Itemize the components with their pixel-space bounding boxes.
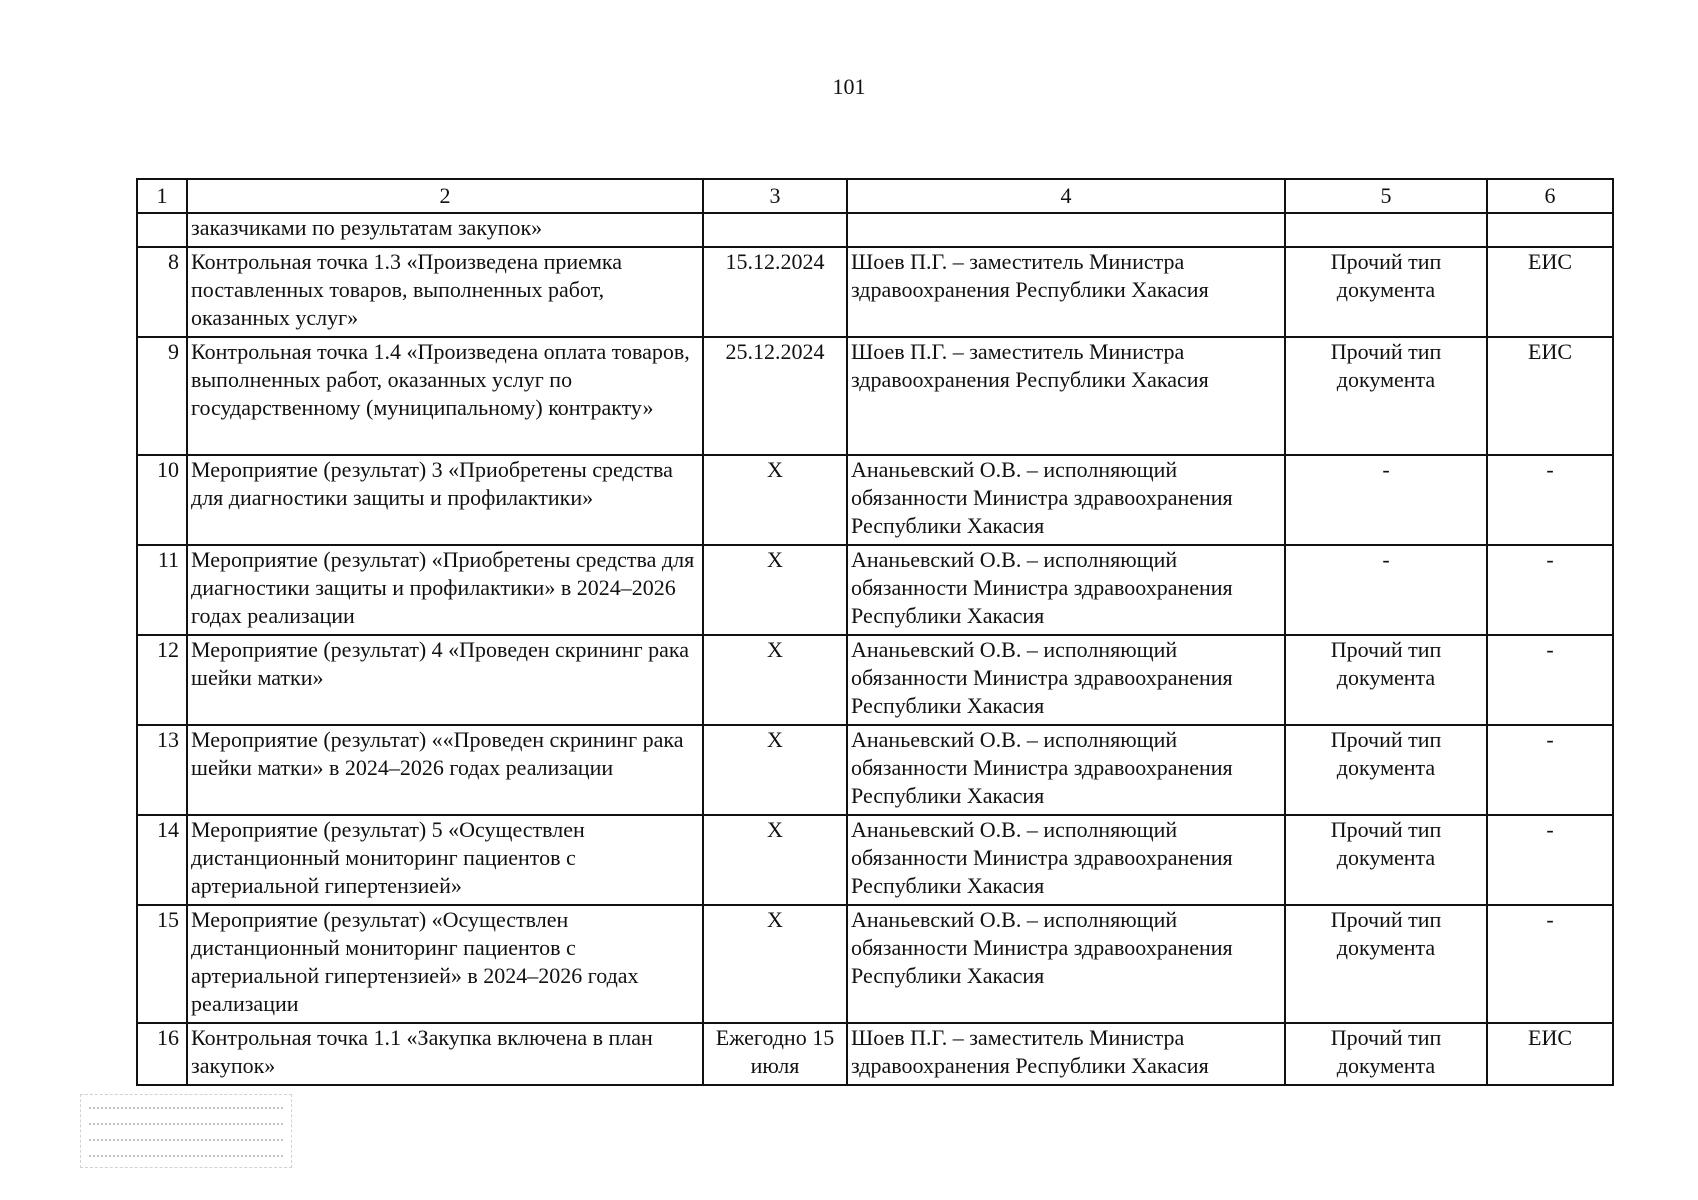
information-system: -: [1487, 545, 1613, 635]
responsible-person: Ананьевский О.В. – исполняющий обязанности Министра здравоохранения Республики Хакасия: [847, 815, 1285, 905]
document-type: -: [1285, 455, 1487, 545]
column-header: 6: [1487, 179, 1613, 213]
information-system: -: [1487, 725, 1613, 815]
responsible-person: Ананьевский О.В. – исполняющий обязанности Министра здравоохранения Республики Хакасия: [847, 455, 1285, 545]
responsible-person: Ананьевский О.В. – исполняющий обязанности Министра здравоохранения Республики Хакасия: [847, 545, 1285, 635]
responsible-person: Шоев П.Г. – заместитель Министра здравоохранения Республики Хакасия: [847, 337, 1285, 455]
header-row: [137, 179, 1613, 213]
row-number: 8: [137, 247, 187, 337]
due-date: 25.12.2024: [703, 337, 847, 455]
item-name: Контрольная точка 1.4 «Произведена оплата товаров, выполненных работ, оказанных услуг по государственному (муниципальному) контракту»: [187, 337, 703, 455]
table-row: [137, 815, 1613, 905]
responsible-person: Ананьевский О.В. – исполняющий обязанности Министра здравоохранения Республики Хакасия: [847, 905, 1285, 1023]
page-number: 101: [832, 74, 866, 99]
table-row: [137, 905, 1613, 1023]
row-number: 11: [137, 545, 187, 635]
document-type: Прочий тип документа: [1285, 725, 1487, 815]
document-type: [1285, 213, 1487, 247]
column-header: 3: [703, 179, 847, 213]
item-name: Мероприятие (результат) 5 «Осуществлен дистанционный мониторинг пациентов с артериальной гипертензией»: [187, 815, 703, 905]
document-type: Прочий тип документа: [1285, 337, 1487, 455]
responsible-person: Ананьевский О.В. – исполняющий обязанности Министра здравоохранения Республики Хакасия: [847, 635, 1285, 725]
plan-table: [136, 178, 1614, 1086]
information-system: ЕИС: [1487, 1023, 1613, 1085]
row-number: 9: [137, 337, 187, 455]
column-header: 4: [847, 179, 1285, 213]
document-type: Прочий тип документа: [1285, 905, 1487, 1023]
information-system: ЕИС: [1487, 337, 1613, 455]
due-date: Х: [703, 725, 847, 815]
document-type: Прочий тип документа: [1285, 247, 1487, 337]
document-type: -: [1285, 545, 1487, 635]
due-date: [703, 213, 847, 247]
row-number: 15: [137, 905, 187, 1023]
information-system: [1487, 213, 1613, 247]
column-header: 2: [187, 179, 703, 213]
item-name: Контрольная точка 1.1 «Закупка включена в план закупок»: [187, 1023, 703, 1085]
due-date: Х: [703, 635, 847, 725]
due-date: Х: [703, 815, 847, 905]
due-date: 15.12.2024: [703, 247, 847, 337]
row-number: 12: [137, 635, 187, 725]
row-number: 10: [137, 455, 187, 545]
item-name: Мероприятие (результат) 3 «Приобретены средства для диагностики защиты и профилактики»: [187, 455, 703, 545]
information-system: -: [1487, 455, 1613, 545]
table-row: [137, 545, 1613, 635]
table-row: [137, 455, 1613, 545]
column-header: 1: [137, 179, 187, 213]
table-row: [137, 725, 1613, 815]
row-number: 14: [137, 815, 187, 905]
information-system: ЕИС: [1487, 247, 1613, 337]
item-name: Мероприятие (результат) «Приобретены средства для диагностики защиты и профилактики» в 2024–2026 годах реализации: [187, 545, 703, 635]
document-type: Прочий тип документа: [1285, 1023, 1487, 1085]
item-name: заказчиками по результатам закупок»: [187, 213, 703, 247]
row-number: 16: [137, 1023, 187, 1085]
document-type: Прочий тип документа: [1285, 815, 1487, 905]
responsible-person: [847, 213, 1285, 247]
table-row: [137, 337, 1613, 455]
row-number: [137, 213, 187, 247]
information-system: -: [1487, 635, 1613, 725]
item-name: Мероприятие (результат) «Осуществлен дистанционный мониторинг пациентов с артериальной гипертензией» в 2024–2026 годах реализации: [187, 905, 703, 1023]
faded-stamp: [80, 1094, 292, 1168]
document-type: Прочий тип документа: [1285, 635, 1487, 725]
due-date: Х: [703, 905, 847, 1023]
column-header: 5: [1285, 179, 1487, 213]
responsible-person: Шоев П.Г. – заместитель Министра здравоохранения Республики Хакасия: [847, 1023, 1285, 1085]
information-system: -: [1487, 905, 1613, 1023]
item-name: Мероприятие (результат) ««Проведен скрининг рака шейки матки» в 2024–2026 годах реализации: [187, 725, 703, 815]
information-system: -: [1487, 815, 1613, 905]
item-name: Мероприятие (результат) 4 «Проведен скрининг рака шейки матки»: [187, 635, 703, 725]
due-date: Х: [703, 545, 847, 635]
responsible-person: Шоев П.Г. – заместитель Министра здравоохранения Республики Хакасия: [847, 247, 1285, 337]
table-row: [137, 635, 1613, 725]
due-date: Ежегодно 15 июля: [703, 1023, 847, 1085]
row-number: 13: [137, 725, 187, 815]
table-row: [137, 1023, 1613, 1085]
item-name: Контрольная точка 1.3 «Произведена приемка поставленных товаров, выполненных работ, оказанных услуг»: [187, 247, 703, 337]
responsible-person: Ананьевский О.В. – исполняющий обязанности Министра здравоохранения Республики Хакасия: [847, 725, 1285, 815]
table-row: [137, 247, 1613, 337]
due-date: Х: [703, 455, 847, 545]
table-row: [137, 213, 1613, 247]
